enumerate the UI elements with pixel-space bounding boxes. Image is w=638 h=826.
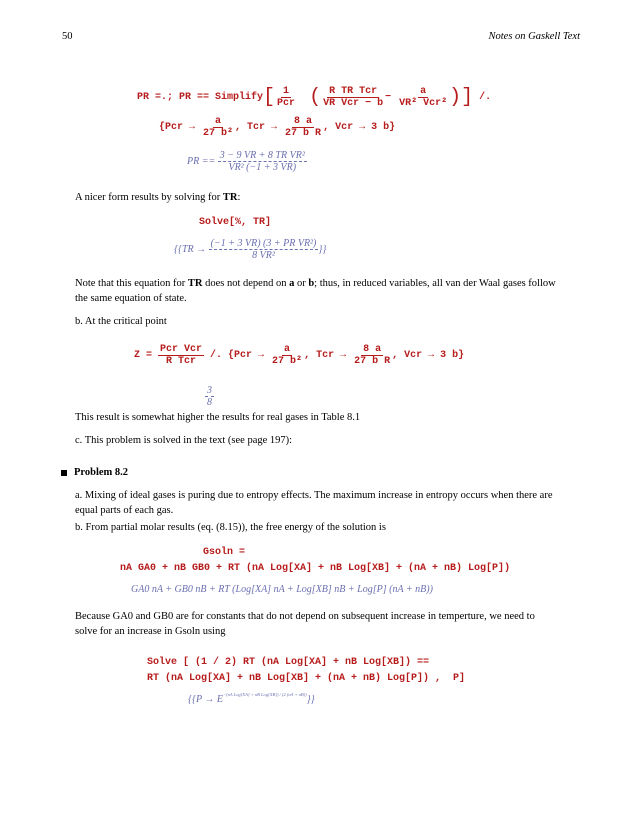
paragraph-problem-solved: c. This problem is solved in the text (see page 197):	[75, 435, 293, 446]
output-fraction-3-8: $\frac{3}{8}$	[207, 385, 212, 408]
paragraph-mixing: a. Mixing of ideal gases is puring due to entropy effects. The maximum increase in entropy occurs when there are equal parts of each gas.	[75, 490, 553, 516]
problem-heading: Problem 8.2	[74, 467, 129, 478]
output-fraction-pr: $\frac{\text{3 − 9 VR + 8 TR VR²}}{\text{VR² (−1 + 3 VR)}}$	[219, 150, 305, 173]
fraction-rtr-tcr: $\frac{\text{R TR Tcr}}{\text{VR Vcr − b}}$	[323, 86, 384, 109]
paragraph-critical-point: b. At the critical point	[75, 316, 167, 327]
output-cell-pr: PR == $\frac{\text{3 − 9 VR + 8 TR VR²}}{\text{VR² (−1 + 3 VR)}}$	[187, 150, 305, 173]
output-cell-gsoln: GA0 nA + GB0 nB + RT (Log[XA] nA + Log[XB] nB + Log[P] (nA + nB))	[131, 584, 433, 595]
output-cell-tr: {{TR → $\frac{\text{(−1 + 3 VR) (3 + PR VR²)}}{\text{8 VR²}}$ }}	[174, 238, 327, 261]
substitution-rules: {Pcr → $\frac{a}{\text{27 b²}}$ , Tcr → $\frac{8 a}{\text{27 b R}}$ , Vcr → 3 b}	[159, 116, 396, 139]
input-cell-gsoln-line1: Gsoln =	[203, 547, 246, 558]
fraction-pcr-vcr: $\frac{\text{Pcr Vcr}}{\text{R Tcr}}$	[160, 344, 203, 367]
input-cell-gsoln-line2: nA GA0 + nB GB0 + RT (nA Log[XA] + nB Log[XB] + (nA + nB) Log[P])	[120, 563, 511, 574]
paragraph-nicer-form: A nicer form results by solving for TR:	[75, 192, 241, 203]
fraction-a-vr-vcr: $\frac{a}{\text{VR² Vcr²}}$	[399, 86, 448, 109]
output-cell-p: {{P → E $^{-(nA Log[XA] + nB Log[XB]) / (2 (nA + nB))}$ }}	[188, 692, 315, 705]
paragraph-equation-of-state: Note that this equation for TR does not depend on a or b; thus, in reduced variables, all van der Waal gases follow the same equation of state.	[75, 278, 556, 304]
simplify-prefix: PR =.; PR == Simplify	[137, 92, 264, 103]
input-cell-pr-simplify: PR =.; PR == Simplify [ $\frac{1}{\text{Pcr}}$ ( $\frac{\text{R TR Tcr}}{\text{VR Vcr − b}}$ − $\frac{a}{\text{VR² Vcr²}}$ )] /.	[137, 85, 492, 109]
fraction-1-over-pcr: $\frac{1}{\text{Pcr}}$	[277, 86, 296, 109]
section-bullet	[61, 470, 67, 476]
input-cell-solve-p-line1: Solve [ (1 / 2) RT (nA Log[XA] + nB Log[XB]) ==	[147, 657, 430, 668]
output-cell-z	[200, 374, 214, 408]
output-fraction-tr: $\frac{\text{(−1 + 3 VR) (3 + PR VR²)}}{\text{8 VR²}}$	[210, 238, 317, 261]
input-cell-z: Z = $\frac{\text{Pcr Vcr}}{\text{R Tcr}}$ /. {Pcr → $\frac{a}{\text{27 b²}}$ , Tcr → $\frac{8 a}{\text{27 b R}}$ , Vcr → 3 b}	[134, 344, 465, 367]
fraction-8a-27br-z: $\frac{8 a}{\text{27 b R}}$	[354, 344, 391, 367]
fraction-a-27b2-z: $\frac{a}{\text{27 b²}}$	[272, 344, 303, 367]
paragraph-increase-gsoln: Because GA0 and GB0 are for constants that do not depend on subsequent increase in temperture, we need to solve for an increase in Gsoln using	[75, 611, 535, 637]
output-exponent: −(nA Log[XA] + nB Log[XB]) / (2 (nA + nB))	[223, 692, 307, 697]
paragraph-result-higher: This result is somewhat higher the results for real gases in Table 8.1	[75, 412, 361, 423]
fraction-8a-27br: $\frac{8 a}{\text{27 b R}}$	[285, 116, 322, 139]
fraction-a-27b2: $\frac{a}{\text{27 b²}}$	[203, 116, 234, 139]
paragraph-free-energy: b. From partial molar results (eq. (8.15)), the free energy of the solution is	[75, 522, 386, 533]
input-cell-solve-p-line2: RT (nA Log[XA] + nB Log[XB] + (nA + nB) Log[P]) , P]	[147, 673, 466, 684]
input-cell-solve-tr: Solve[%, TR]	[199, 217, 272, 228]
running-title: Notes on Gaskell Text	[488, 31, 580, 42]
page-number: 50	[62, 31, 73, 42]
